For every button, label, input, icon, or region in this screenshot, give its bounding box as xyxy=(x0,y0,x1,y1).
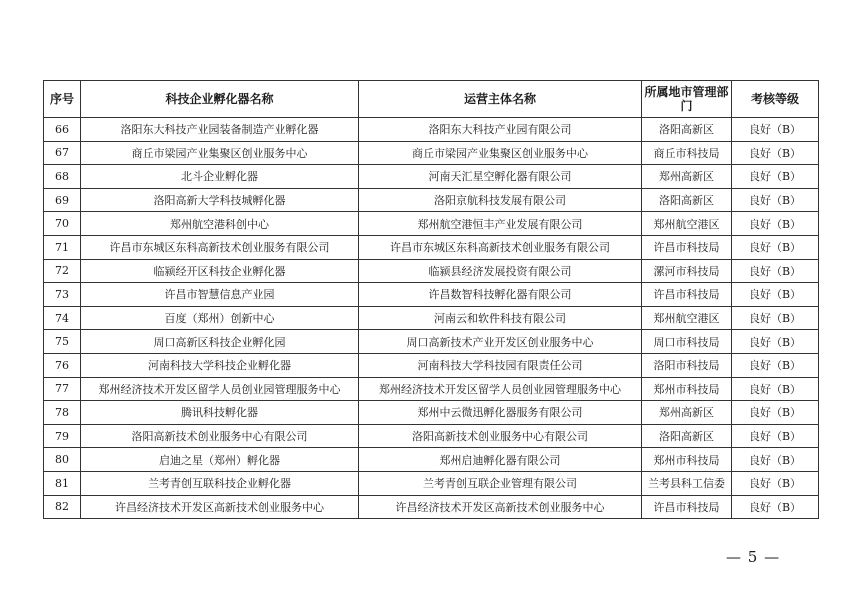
header-region: 所属地市管理部门 xyxy=(642,81,732,118)
cell-region: 许昌市科技局 xyxy=(642,235,732,259)
cell-grade: 良好（B） xyxy=(732,259,819,283)
cell-region: 洛阳高新区 xyxy=(642,424,732,448)
cell-index: 66 xyxy=(44,118,81,142)
cell-index: 76 xyxy=(44,353,81,377)
cell-name: 洛阳高新技术创业服务中心有限公司 xyxy=(81,424,359,448)
cell-region: 郑州高新区 xyxy=(642,401,732,425)
header-index: 序号 xyxy=(44,81,81,118)
cell-name: 周口高新区科技企业孵化园 xyxy=(81,330,359,354)
cell-grade: 良好（B） xyxy=(732,448,819,472)
cell-name: 腾讯科技孵化器 xyxy=(81,401,359,425)
cell-grade: 良好（B） xyxy=(732,471,819,495)
cell-region: 许昌市科技局 xyxy=(642,283,732,307)
cell-operator: 洛阳京航科技发展有限公司 xyxy=(359,188,642,212)
cell-index: 68 xyxy=(44,165,81,189)
cell-region: 郑州高新区 xyxy=(642,165,732,189)
table-row xyxy=(44,377,819,401)
table-row xyxy=(44,283,819,307)
table-row xyxy=(44,353,819,377)
cell-operator: 许昌数智科技孵化器有限公司 xyxy=(359,283,642,307)
cell-operator: 临颍县经济发展投资有限公司 xyxy=(359,259,642,283)
cell-grade: 良好（B） xyxy=(732,424,819,448)
cell-name: 百度（郑州）创新中心 xyxy=(81,306,359,330)
cell-grade: 良好（B） xyxy=(732,306,819,330)
cell-operator: 洛阳东大科技产业园有限公司 xyxy=(359,118,642,142)
cell-grade: 良好（B） xyxy=(732,235,819,259)
header-grade: 考核等级 xyxy=(732,81,819,118)
table-row xyxy=(44,424,819,448)
cell-name: 兰考青创互联科技企业孵化器 xyxy=(81,471,359,495)
table-row xyxy=(44,212,819,236)
cell-region: 郑州市科技局 xyxy=(642,448,732,472)
table-row xyxy=(44,471,819,495)
cell-grade: 良好（B） xyxy=(732,212,819,236)
cell-operator: 河南云和软件科技有限公司 xyxy=(359,306,642,330)
cell-operator: 郑州航空港恒丰产业发展有限公司 xyxy=(359,212,642,236)
table-row xyxy=(44,188,819,212)
cell-operator: 郑州经济技术开发区留学人员创业园管理服务中心 xyxy=(359,377,642,401)
cell-operator: 郑州启迪孵化器有限公司 xyxy=(359,448,642,472)
cell-grade: 良好（B） xyxy=(732,401,819,425)
page-number: — 5 — xyxy=(726,548,781,566)
cell-name: 许昌市东城区东科高新技术创业服务有限公司 xyxy=(81,235,359,259)
table-row xyxy=(44,495,819,519)
cell-index: 80 xyxy=(44,448,81,472)
cell-index: 75 xyxy=(44,330,81,354)
cell-index: 69 xyxy=(44,188,81,212)
cell-grade: 良好（B） xyxy=(732,353,819,377)
cell-name: 河南科技大学科技企业孵化器 xyxy=(81,353,359,377)
cell-name: 许昌市智慧信息产业园 xyxy=(81,283,359,307)
cell-region: 洛阳市科技局 xyxy=(642,353,732,377)
table-row xyxy=(44,306,819,330)
cell-operator: 河南天汇星空孵化器有限公司 xyxy=(359,165,642,189)
cell-index: 73 xyxy=(44,283,81,307)
table-row xyxy=(44,330,819,354)
cell-operator: 河南科技大学科技园有限责任公司 xyxy=(359,353,642,377)
cell-operator: 许昌经济技术开发区高新技术创业服务中心 xyxy=(359,495,642,519)
cell-region: 郑州航空港区 xyxy=(642,306,732,330)
cell-grade: 良好（B） xyxy=(732,188,819,212)
cell-name: 洛阳高新大学科技城孵化器 xyxy=(81,188,359,212)
incubator-table xyxy=(43,80,819,519)
cell-region: 周口市科技局 xyxy=(642,330,732,354)
table-row xyxy=(44,401,819,425)
cell-region: 兰考县科工信委 xyxy=(642,471,732,495)
cell-region: 商丘市科技局 xyxy=(642,141,732,165)
cell-region: 洛阳高新区 xyxy=(642,188,732,212)
table-row xyxy=(44,448,819,472)
table-body xyxy=(44,118,819,519)
table-header-row xyxy=(44,81,819,118)
cell-index: 79 xyxy=(44,424,81,448)
cell-region: 洛阳高新区 xyxy=(642,118,732,142)
table-row xyxy=(44,141,819,165)
table-row xyxy=(44,235,819,259)
cell-name: 郑州航空港科创中心 xyxy=(81,212,359,236)
cell-grade: 良好（B） xyxy=(732,283,819,307)
cell-index: 81 xyxy=(44,471,81,495)
cell-operator: 商丘市梁园产业集聚区创业服务中心 xyxy=(359,141,642,165)
cell-name: 临颍经开区科技企业孵化器 xyxy=(81,259,359,283)
cell-operator: 郑州中云微迅孵化器服务有限公司 xyxy=(359,401,642,425)
cell-region: 郑州航空港区 xyxy=(642,212,732,236)
cell-name: 郑州经济技术开发区留学人员创业园管理服务中心 xyxy=(81,377,359,401)
cell-grade: 良好（B） xyxy=(732,118,819,142)
cell-operator: 周口高新技术产业开发区创业服务中心 xyxy=(359,330,642,354)
cell-index: 78 xyxy=(44,401,81,425)
cell-grade: 良好（B） xyxy=(732,165,819,189)
cell-region: 许昌市科技局 xyxy=(642,495,732,519)
cell-region: 漯河市科技局 xyxy=(642,259,732,283)
cell-grade: 良好（B） xyxy=(732,141,819,165)
table-row xyxy=(44,259,819,283)
cell-grade: 良好（B） xyxy=(732,330,819,354)
header-operator: 运营主体名称 xyxy=(359,81,642,118)
cell-index: 74 xyxy=(44,306,81,330)
header-name: 科技企业孵化器名称 xyxy=(81,81,359,118)
cell-name: 启迪之星（郑州）孵化器 xyxy=(81,448,359,472)
table-row xyxy=(44,165,819,189)
cell-index: 67 xyxy=(44,141,81,165)
cell-grade: 良好（B） xyxy=(732,495,819,519)
cell-operator: 洛阳高新技术创业服务中心有限公司 xyxy=(359,424,642,448)
cell-operator: 兰考青创互联企业管理有限公司 xyxy=(359,471,642,495)
cell-index: 82 xyxy=(44,495,81,519)
cell-name: 许昌经济技术开发区高新技术创业服务中心 xyxy=(81,495,359,519)
cell-index: 70 xyxy=(44,212,81,236)
cell-index: 72 xyxy=(44,259,81,283)
cell-name: 商丘市梁园产业集聚区创业服务中心 xyxy=(81,141,359,165)
cell-index: 77 xyxy=(44,377,81,401)
table-row xyxy=(44,118,819,142)
cell-name: 洛阳东大科技产业园装备制造产业孵化器 xyxy=(81,118,359,142)
cell-grade: 良好（B） xyxy=(732,377,819,401)
cell-operator: 许昌市东城区东科高新技术创业服务有限公司 xyxy=(359,235,642,259)
cell-index: 71 xyxy=(44,235,81,259)
cell-name: 北斗企业孵化器 xyxy=(81,165,359,189)
cell-region: 郑州市科技局 xyxy=(642,377,732,401)
